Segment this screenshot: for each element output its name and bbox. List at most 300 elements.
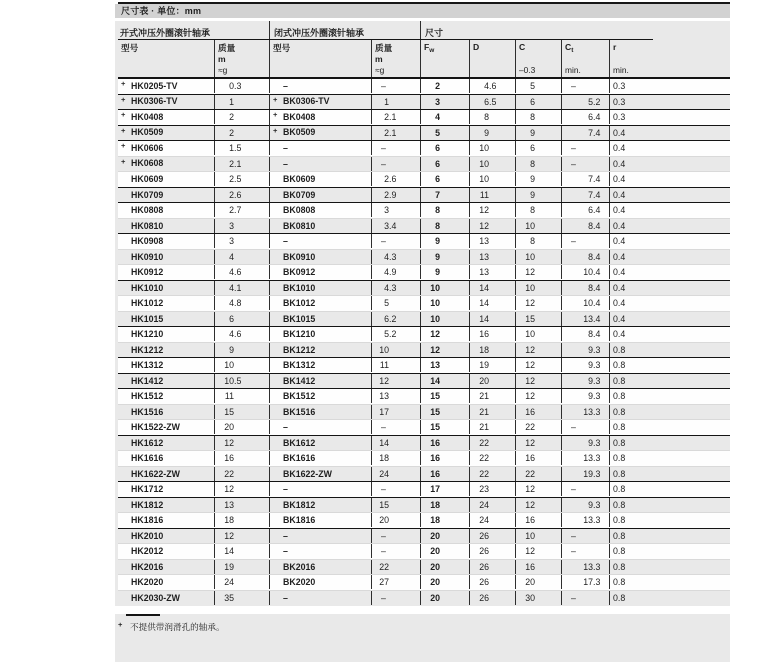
closed-mass-cell: –	[371, 420, 420, 434]
ct-cell: –	[561, 420, 609, 434]
c-cell: 10	[515, 327, 561, 341]
d-cell: 21	[469, 420, 515, 434]
c-cell: 10	[515, 529, 561, 543]
closed-mass-cell: –	[371, 79, 420, 93]
open-mass-cell: 14	[214, 544, 269, 558]
fw-cell: 12	[420, 343, 469, 357]
closed-model-cell: BK1015	[269, 312, 371, 326]
c-cell: 22	[515, 467, 561, 481]
fw-cell: 14	[420, 374, 469, 388]
open-mass-cell: 12	[214, 436, 269, 450]
r-cell: 0.4	[609, 126, 730, 140]
ct-cell: 13.3	[561, 405, 609, 419]
closed-model-cell: BK1816	[269, 513, 371, 527]
c-cell: 12	[515, 343, 561, 357]
d-cell: 23	[469, 482, 515, 496]
open-model-cell: HK0908	[131, 236, 164, 247]
closed-mass-cell: 17	[371, 405, 420, 419]
fw-cell: 10	[420, 296, 469, 310]
fw-cell: 3	[420, 95, 469, 109]
r-cell: 0.8	[609, 498, 730, 512]
c-cell: 12	[515, 265, 561, 279]
d-cell: 22	[469, 436, 515, 450]
open-model-cell: HK2030-ZW	[131, 593, 180, 604]
open-model-cell: HK0709	[131, 189, 164, 200]
ct-cell: 13.4	[561, 312, 609, 326]
open-mass-cell: 4	[214, 250, 269, 264]
r-cell: 0.4	[609, 172, 730, 186]
closed-mass-cell: 22	[371, 560, 420, 574]
c-cell: 10	[515, 219, 561, 233]
c-cell: 8	[515, 110, 561, 124]
c-cell: 15	[515, 312, 561, 326]
open-model-cell: + HK0608	[121, 156, 164, 169]
column-header-8: r min.	[609, 40, 730, 77]
closed-mass-cell: 3	[371, 203, 420, 217]
open-model-cell: HK0810	[131, 220, 164, 231]
open-mass-cell: 2	[214, 110, 269, 124]
closed-mass-cell: –	[371, 234, 420, 248]
fw-cell: 6	[420, 157, 469, 171]
ct-cell: –	[561, 79, 609, 93]
d-cell: 14	[469, 296, 515, 310]
c-cell: 30	[515, 591, 561, 605]
r-cell: 0.8	[609, 451, 730, 465]
open-mass-cell: 16	[214, 451, 269, 465]
d-cell: 10	[469, 141, 515, 155]
table-row	[118, 420, 730, 436]
r-cell: 0.8	[609, 591, 730, 605]
ct-cell: –	[561, 234, 609, 248]
table-row	[118, 405, 730, 421]
ct-cell: 8.4	[561, 250, 609, 264]
c-cell: 22	[515, 420, 561, 434]
closed-model-cell: BK2020	[269, 575, 371, 589]
closed-mass-cell: 1	[371, 95, 420, 109]
fw-cell: 18	[420, 513, 469, 527]
open-model-cell: HK0910	[131, 251, 164, 262]
fw-cell: 9	[420, 265, 469, 279]
c-cell: 16	[515, 560, 561, 574]
c-cell: 16	[515, 513, 561, 527]
column-header-5: D	[469, 40, 515, 77]
table-row	[118, 126, 730, 142]
table-row	[118, 265, 730, 281]
d-cell: 16	[469, 327, 515, 341]
d-cell: 18	[469, 343, 515, 357]
c-cell: 8	[515, 157, 561, 171]
open-model-cell: HK1412	[131, 375, 164, 386]
c-cell: 12	[515, 374, 561, 388]
open-mass-cell: 24	[214, 575, 269, 589]
c-cell: 9	[515, 126, 561, 140]
table-row	[118, 436, 730, 452]
r-cell: 0.4	[609, 203, 730, 217]
open-mass-cell: 2.7	[214, 203, 269, 217]
table-row	[118, 141, 730, 157]
r-cell: 0.4	[609, 250, 730, 264]
group-header-row	[118, 21, 730, 40]
ct-cell: 7.4	[561, 172, 609, 186]
open-mass-cell: 4.6	[214, 327, 269, 341]
table-title: 尺寸表 · 单位：mm	[115, 4, 730, 18]
dimension-table-panel	[115, 0, 730, 656]
closed-mass-cell: 5	[371, 296, 420, 310]
open-mass-cell: 0.3	[214, 79, 269, 93]
table-row	[118, 327, 730, 343]
open-mass-cell: 1.5	[214, 141, 269, 155]
closed-model-cell: –	[269, 157, 371, 171]
table-row	[118, 95, 730, 111]
open-mass-cell: 2.6	[214, 188, 269, 202]
open-mass-cell: 9	[214, 343, 269, 357]
open-mass-cell: 10	[214, 358, 269, 372]
d-cell: 10	[469, 157, 515, 171]
d-cell: 20	[469, 374, 515, 388]
r-cell: 0.8	[609, 482, 730, 496]
table-row	[118, 591, 730, 607]
closed-mass-cell: –	[371, 482, 420, 496]
closed-model-cell: BK1012	[269, 296, 371, 310]
open-model-cell: + HK0205-TV	[121, 79, 178, 91]
table-row	[118, 467, 730, 483]
r-cell: 0.8	[609, 405, 730, 419]
open-model-cell: HK1212	[131, 344, 164, 355]
r-cell: 0.4	[609, 188, 730, 202]
closed-mass-cell: 2.6	[371, 172, 420, 186]
open-model-cell: HK1312	[131, 360, 164, 371]
group-header-open-bearings: 开式冲压外圈滚针轴承	[120, 28, 211, 38]
open-mass-cell: 4.6	[214, 265, 269, 279]
fw-cell: 20	[420, 591, 469, 605]
open-mass-cell: 1	[214, 95, 269, 109]
closed-model-cell: BK1812	[269, 498, 371, 512]
c-cell: 12	[515, 482, 561, 496]
column-header-0: 型号	[121, 43, 139, 53]
r-cell: 0.8	[609, 544, 730, 558]
ct-cell: –	[561, 529, 609, 543]
closed-model-cell: BK2016	[269, 560, 371, 574]
table-row	[118, 575, 730, 591]
table-row	[118, 281, 730, 297]
c-cell: 8	[515, 234, 561, 248]
closed-mass-cell: 3.4	[371, 219, 420, 233]
ct-cell: 9.3	[561, 389, 609, 403]
c-cell: 9	[515, 188, 561, 202]
ct-cell: –	[561, 591, 609, 605]
closed-model-cell: + BK0306-TV	[269, 94, 371, 109]
d-cell: 22	[469, 467, 515, 481]
footnote	[118, 621, 730, 633]
open-model-cell: HK1512	[131, 391, 164, 402]
table-row	[118, 374, 730, 390]
table-row	[118, 544, 730, 560]
closed-mass-cell: –	[371, 141, 420, 155]
open-mass-cell: 12	[214, 482, 269, 496]
closed-model-cell: BK1512	[269, 389, 371, 403]
d-cell: 24	[469, 513, 515, 527]
closed-model-cell: BK1616	[269, 451, 371, 465]
fw-cell: 7	[420, 188, 469, 202]
ct-cell: 13.3	[561, 513, 609, 527]
fw-cell: 16	[420, 451, 469, 465]
closed-mass-cell: 15	[371, 498, 420, 512]
table-body	[115, 21, 730, 606]
open-model-cell: HK1616	[131, 453, 164, 464]
r-cell: 0.8	[609, 560, 730, 574]
table-rows	[118, 79, 730, 606]
r-cell: 0.8	[609, 467, 730, 481]
closed-model-cell: BK1612	[269, 436, 371, 450]
ct-cell: 7.4	[561, 126, 609, 140]
table-row	[118, 343, 730, 359]
c-cell: 6	[515, 141, 561, 155]
footnote-text: 不提供带润滑孔的轴承。	[130, 621, 225, 632]
closed-model-cell: BK0912	[269, 265, 371, 279]
open-model-cell: HK0808	[131, 205, 164, 216]
footnote-marker: +	[118, 620, 123, 629]
d-cell: 11	[469, 188, 515, 202]
closed-model-cell: BK1210	[269, 327, 371, 341]
fw-cell: 20	[420, 544, 469, 558]
open-mass-cell: 19	[214, 560, 269, 574]
open-mass-cell: 13	[214, 498, 269, 512]
c-cell: 12	[515, 389, 561, 403]
d-cell: 13	[469, 234, 515, 248]
column-header-row	[118, 40, 730, 79]
open-model-cell: HK0609	[131, 174, 164, 185]
open-model-cell: HK1522-ZW	[131, 422, 180, 433]
fw-cell: 10	[420, 281, 469, 295]
d-cell: 12	[469, 203, 515, 217]
open-mass-cell: 22	[214, 467, 269, 481]
fw-cell: 18	[420, 498, 469, 512]
open-mass-cell: 18	[214, 513, 269, 527]
closed-model-cell: –	[269, 482, 371, 496]
open-model-cell: + HK0606	[121, 141, 164, 153]
fw-cell: 8	[420, 219, 469, 233]
c-cell: 5	[515, 79, 561, 93]
table-row	[118, 219, 730, 235]
d-cell: 26	[469, 560, 515, 574]
open-model-cell: HK1210	[131, 329, 164, 340]
closed-model-cell: –	[269, 79, 371, 93]
closed-mass-cell: 4.3	[371, 281, 420, 295]
d-cell: 13	[469, 250, 515, 264]
fw-cell: 8	[420, 203, 469, 217]
c-cell: 12	[515, 436, 561, 450]
ct-cell: 13.3	[561, 560, 609, 574]
open-model-cell: HK1015	[131, 313, 164, 324]
open-mass-cell: 12	[214, 529, 269, 543]
open-model-cell: HK1816	[131, 515, 164, 526]
closed-model-cell: BK1212	[269, 343, 371, 357]
closed-model-cell: BK1622-ZW	[269, 467, 371, 481]
d-cell: 13	[469, 265, 515, 279]
fw-cell: 15	[420, 405, 469, 419]
ct-cell: 9.3	[561, 436, 609, 450]
open-mass-cell: 3	[214, 219, 269, 233]
d-cell: 26	[469, 591, 515, 605]
ct-cell: 8.4	[561, 281, 609, 295]
d-cell: 14	[469, 312, 515, 326]
c-cell: 12	[515, 296, 561, 310]
footnote-rule	[126, 614, 160, 616]
table-row	[118, 79, 730, 95]
d-cell: 24	[469, 498, 515, 512]
r-cell: 0.4	[609, 296, 730, 310]
closed-mass-cell: 18	[371, 451, 420, 465]
closed-mass-cell: 2.9	[371, 188, 420, 202]
closed-model-cell: –	[269, 591, 371, 605]
closed-mass-cell: 5.2	[371, 327, 420, 341]
ct-cell: 8.4	[561, 327, 609, 341]
open-mass-cell: 15	[214, 405, 269, 419]
open-model-cell: HK1010	[131, 282, 164, 293]
d-cell: 14	[469, 281, 515, 295]
column-header-6: C –0.3	[515, 40, 561, 77]
column-header-3: 质量 m ≈g	[371, 40, 420, 77]
r-cell: 0.4	[609, 312, 730, 326]
closed-mass-cell: –	[371, 157, 420, 171]
d-cell: 21	[469, 389, 515, 403]
r-cell: 0.4	[609, 141, 730, 155]
ct-cell: 6.4	[561, 110, 609, 124]
table-row	[118, 250, 730, 266]
open-model-cell: HK2016	[131, 561, 164, 572]
d-cell: 10	[469, 172, 515, 186]
ct-cell: 10.4	[561, 265, 609, 279]
open-model-cell: HK1012	[131, 298, 164, 309]
table-row	[118, 513, 730, 529]
c-cell: 8	[515, 203, 561, 217]
open-model-cell: HK1516	[131, 406, 164, 417]
open-model-cell: + HK0306-TV	[121, 94, 178, 107]
table-row	[118, 296, 730, 312]
closed-mass-cell: 10	[371, 343, 420, 357]
closed-mass-cell: 20	[371, 513, 420, 527]
r-cell: 0.8	[609, 436, 730, 450]
r-cell: 0.8	[609, 374, 730, 388]
ct-cell: 10.4	[561, 296, 609, 310]
ct-cell: 6.4	[561, 203, 609, 217]
closed-model-cell: –	[269, 234, 371, 248]
table-row	[118, 203, 730, 219]
closed-mass-cell: 2.1	[371, 126, 420, 140]
closed-mass-cell: 12	[371, 374, 420, 388]
table-row	[118, 110, 730, 126]
closed-mass-cell: 4.9	[371, 265, 420, 279]
closed-model-cell: –	[269, 141, 371, 155]
fw-cell: 20	[420, 560, 469, 574]
table-row	[118, 389, 730, 405]
fw-cell: 2	[420, 79, 469, 93]
closed-model-cell: BK0910	[269, 250, 371, 264]
c-cell: 16	[515, 451, 561, 465]
ct-cell: –	[561, 157, 609, 171]
ct-cell: 9.3	[561, 374, 609, 388]
table-row	[118, 482, 730, 498]
fw-cell: 5	[420, 126, 469, 140]
ct-cell: 9.3	[561, 498, 609, 512]
open-mass-cell: 10.5	[214, 374, 269, 388]
open-model-cell: HK1712	[131, 484, 164, 495]
c-cell: 12	[515, 358, 561, 372]
table-row	[118, 529, 730, 545]
c-cell: 9	[515, 172, 561, 186]
column-header-7: $C_t$ min.	[561, 40, 609, 77]
open-model-cell: HK1622-ZW	[131, 468, 180, 479]
r-cell: 0.4	[609, 219, 730, 233]
c-cell: 20	[515, 575, 561, 589]
r-cell: 0.4	[609, 327, 730, 341]
closed-mass-cell: 2.1	[371, 110, 420, 124]
r-cell: 0.4	[609, 281, 730, 295]
column-header-4: $F_w$	[420, 40, 469, 77]
closed-model-cell: BK0609	[269, 172, 371, 186]
d-cell: 9	[469, 126, 515, 140]
r-cell: 0.3	[609, 79, 730, 93]
fw-cell: 4	[420, 110, 469, 124]
d-cell: 22	[469, 451, 515, 465]
fw-cell: 16	[420, 436, 469, 450]
ct-cell: 17.3	[561, 575, 609, 589]
d-cell: 26	[469, 575, 515, 589]
ct-cell: –	[561, 544, 609, 558]
r-cell: 0.8	[609, 358, 730, 372]
table-row	[118, 451, 730, 467]
closed-model-cell: + BK0509	[269, 125, 371, 140]
open-mass-cell: 2.1	[214, 157, 269, 171]
fw-cell: 17	[420, 482, 469, 496]
r-cell: 0.4	[609, 234, 730, 248]
d-cell: 4.6	[469, 79, 515, 93]
table-row	[118, 172, 730, 188]
open-mass-cell: 35	[214, 591, 269, 605]
ct-cell: 7.4	[561, 188, 609, 202]
r-cell: 0.8	[609, 513, 730, 527]
open-mass-cell: 11	[214, 389, 269, 403]
closed-mass-cell: 11	[371, 358, 420, 372]
closed-model-cell: BK0709	[269, 188, 371, 202]
open-mass-cell: 4.8	[214, 296, 269, 310]
fw-cell: 6	[420, 141, 469, 155]
fw-cell: 20	[420, 529, 469, 543]
group-header-closed-bearings: 闭式冲压外圈滚针轴承	[269, 21, 420, 40]
closed-model-cell: + BK0408	[269, 110, 371, 125]
ct-cell: 9.3	[561, 358, 609, 372]
closed-model-cell: BK1412	[269, 374, 371, 388]
r-cell: 0.8	[609, 389, 730, 403]
table-row	[118, 358, 730, 374]
column-header-1: 质量 m ≈g	[214, 40, 269, 77]
d-cell: 8	[469, 110, 515, 124]
r-cell: 0.8	[609, 529, 730, 543]
ct-cell: 9.3	[561, 343, 609, 357]
d-cell: 6.5	[469, 95, 515, 109]
closed-model-cell: BK1516	[269, 405, 371, 419]
closed-model-cell: BK0810	[269, 219, 371, 233]
open-model-cell: HK2012	[131, 546, 164, 557]
closed-mass-cell: 27	[371, 575, 420, 589]
fw-cell: 12	[420, 327, 469, 341]
fw-cell: 9	[420, 250, 469, 264]
ct-cell: –	[561, 141, 609, 155]
open-model-cell: HK0912	[131, 267, 164, 278]
open-mass-cell: 4.1	[214, 281, 269, 295]
closed-mass-cell: 14	[371, 436, 420, 450]
r-cell: 0.8	[609, 420, 730, 434]
